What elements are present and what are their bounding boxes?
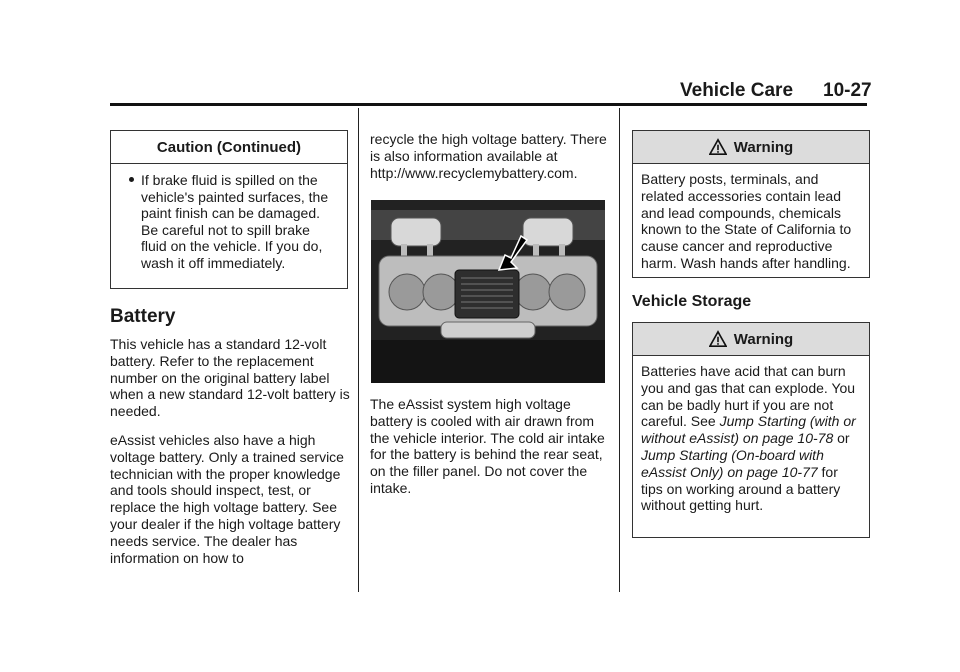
jump-starting-link-2[interactable]: Jump Starting (On-board with eAssist Only) on page 10-77 (641, 446, 824, 480)
battery-text (110, 336, 350, 578)
intake-paragraph: The eAssist system high voltage battery is cooled with air drawn from the vehicle interior. The cold air intake for the battery is behind the rear seat, on the filler panel. Do not cover the intake. (370, 396, 605, 496)
battery-paragraph-1: This vehicle has a standard 12-volt battery. Refer to the replacement number on the original battery label when a new standard 12-volt battery is needed. (110, 336, 350, 420)
warning-title: Warning (733, 330, 794, 348)
page-number: 10-27 (823, 80, 872, 101)
section-title: Vehicle Care (680, 80, 794, 101)
warning-box-lead (632, 130, 870, 278)
column2-bottom-text (370, 396, 610, 509)
warning-lead-text: Battery posts, terminals, and related accessories contain lead and lead compounds, chemicals known to the State of California to cause cancer and reproductive harm. Wash hands after handling. (641, 171, 852, 271)
column-divider-2 (619, 108, 620, 592)
caution-box (110, 130, 348, 289)
warning-header (633, 131, 869, 164)
jump-starting-link-1[interactable]: Jump Starting (with or without eAssist) on page 10-78 (641, 413, 856, 447)
caution-bullet-text: If brake fluid is spilled on the vehicle's painted surfaces, the paint finish can be damaged. Be careful not to spill brake fluid on the vehicle. If you do, wash it off immediately. (141, 172, 329, 271)
battery-heading: Battery (110, 306, 176, 327)
warning-acid-text (633, 356, 869, 522)
warning-acid-text-3: for tips on working around a battery without getting hurt. (641, 463, 841, 514)
caution-title: Caution (Continued) (111, 131, 347, 164)
bullet-icon (129, 177, 134, 182)
vehicle-storage-heading: Vehicle Storage (632, 293, 752, 310)
column2-top-text (370, 131, 610, 193)
battery-paragraph-2: eAssist vehicles also have a high voltage battery. Only a trained service technician with the proper knowledge and tools should inspect, test, or replace the high voltage battery. See your dealer if the high voltage battery needs service. The dealer has information on how to (110, 431, 344, 566)
warning-acid-text-2: or (833, 430, 850, 447)
column-divider-1 (358, 108, 359, 592)
caution-bullet-item (111, 164, 347, 272)
warning-title: Warning (733, 138, 794, 156)
warning-header (633, 323, 869, 356)
header-divider (110, 103, 867, 106)
warning-box-acid (632, 322, 870, 538)
recycle-paragraph: recycle the high voltage battery. There is also information available at http://www.recyclemybattery.com. (370, 131, 607, 181)
warning-triangle-icon (709, 138, 727, 156)
warning-triangle-icon (709, 330, 727, 348)
battery-intake-photo (371, 200, 605, 383)
warning-acid-text-1: Batteries have acid that can burn you and gas that can explode. You can be badly hurt if you are not careful. See (641, 363, 856, 430)
